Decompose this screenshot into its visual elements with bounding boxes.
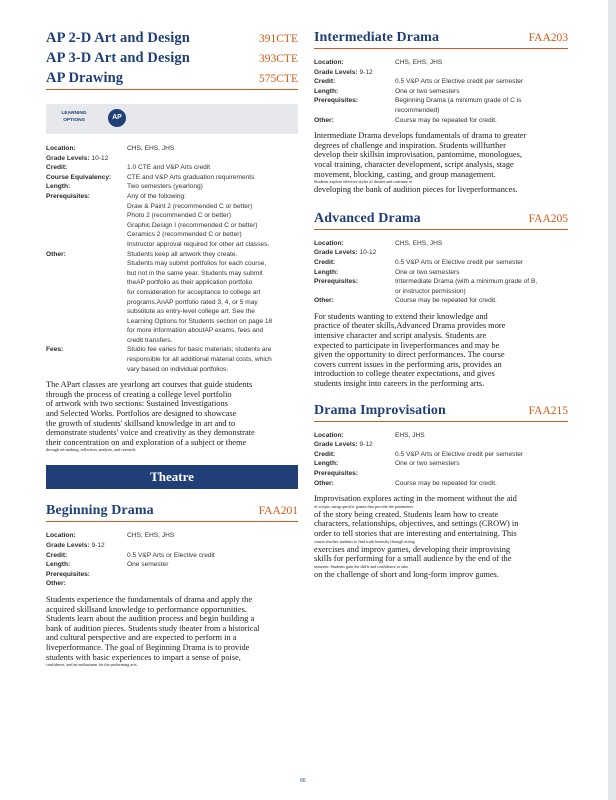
info-value: One or two semesters: [395, 268, 460, 276]
text-line: and cultural perspective and are expected to perform in a: [46, 633, 237, 643]
info-label: Prerequisites:: [314, 278, 358, 286]
text-line: for more information aboutAP exams, fees and: [127, 327, 264, 335]
info-other: [46, 250, 298, 346]
info-label: Location:: [46, 145, 76, 152]
info-label: Length:: [314, 87, 339, 95]
text-line: Students explore effective styles of theater and continue to: [314, 179, 413, 185]
info-credit: [314, 450, 568, 460]
info-label: Credit:: [46, 164, 68, 172]
page-edge-bar: [608, 0, 616, 800]
page-number: 66: [300, 778, 306, 784]
info-location: [46, 531, 298, 541]
course-code: FAA205: [528, 212, 568, 225]
text-line: their concentration on and exploration of a subject or theme: [46, 437, 247, 447]
info-value: Two semesters (yearlong): [127, 183, 203, 191]
text-line: develop their skillsin improvisation, pantomime, monologues,: [314, 150, 522, 160]
info-label: Location:: [314, 239, 344, 247]
text-line: responsible for all additional material costs, which: [127, 356, 272, 364]
ap-course-drawing: [46, 70, 298, 87]
learning-options-box: [46, 104, 298, 134]
course-title: Intermediate Drama: [314, 30, 440, 45]
info-label: Credit:: [314, 450, 336, 458]
text-line: course teaches students to find truth honestly through acting: [314, 538, 415, 544]
info-value: One or two semesters: [395, 460, 460, 468]
info-value: CHS, EHS, JHS: [127, 145, 175, 152]
text-line: vary based on individual portfolios.: [127, 365, 229, 373]
info-other: [314, 296, 568, 306]
text-line: confidence, and an enthusiasm for the performing arts.: [46, 662, 138, 668]
course-title: AP 2-D Art and Design: [46, 30, 190, 46]
info-length: [314, 459, 568, 469]
text-line: on the challenge of short and long-form improv games.: [314, 569, 499, 579]
text-line: exercises and improv games, developing their improvising: [314, 544, 511, 554]
info-value: Course may be repeated for credit.: [395, 479, 497, 487]
info-grade: [46, 541, 298, 551]
text-line: introduction to college theater expectations, and gives: [314, 369, 495, 379]
intermediate-info: [314, 58, 568, 125]
info-label: Prerequisites:: [314, 97, 358, 105]
info-grade: [314, 248, 568, 258]
course-title: Beginning Drama: [46, 503, 154, 519]
text-line: order to tell stories that are interesting and entertaining. This: [314, 528, 517, 538]
info-label: Grade Levels:: [314, 68, 358, 76]
text-line: acquired skillsand knowledge to performance opportunities.: [46, 604, 247, 614]
course-code: 575CTE: [259, 73, 298, 85]
text-line: semester. Students gain the skills and confidence to take: [314, 563, 409, 569]
course-code: FAA215: [528, 404, 568, 417]
info-value: One semester: [127, 561, 169, 569]
info-prerequisites: [314, 277, 568, 296]
info-length: [314, 87, 568, 97]
course-head: [46, 503, 298, 519]
text-line: through the process of creating a college level portfolio: [46, 389, 232, 399]
info-label: Length:: [46, 183, 71, 191]
text-line: Studio fee varies for basic materials; students are: [127, 346, 272, 354]
info-location: [314, 431, 568, 441]
info-label: Length:: [314, 268, 339, 276]
text-line: recommended): [395, 106, 440, 114]
info-value: 9-12: [359, 441, 373, 449]
info-value: [127, 250, 298, 346]
beginning-description: [46, 595, 298, 668]
text-line: Intermediate Drama (with a minimum grade of B,: [395, 278, 538, 286]
info-other: [46, 579, 298, 589]
info-other: [314, 116, 568, 126]
text-line: substitute as entry-level college art. See the: [127, 308, 255, 316]
advanced-description: [314, 312, 568, 389]
text-line: Improvisation explores acting in the moment without the aid: [314, 494, 517, 504]
info-credit: [314, 258, 568, 268]
text-line: Graphic Design I (recommended C or better): [127, 221, 258, 229]
text-line: Draw & Paint 2 (recommended C or better): [127, 202, 253, 210]
course-title: AP Drawing: [46, 70, 124, 86]
beginning-info: [46, 531, 298, 589]
info-credit: [314, 77, 568, 87]
info-label: Location:: [314, 59, 344, 66]
info-length: [46, 182, 298, 192]
text-line: students insight into careers in the performing arts.: [314, 379, 485, 389]
info-value: [127, 192, 298, 250]
text-line: The APart classes are yearlong art courses that guide students: [46, 380, 253, 390]
course-code: FAA203: [528, 32, 568, 44]
text-line: Any of the following:: [127, 192, 187, 200]
text-line: intensive character and script analysis. Students are: [314, 331, 487, 341]
info-label: Prerequisites:: [46, 192, 90, 200]
info-label: Other:: [46, 250, 66, 258]
info-value: 9-12: [359, 68, 373, 76]
course-code: FAA201: [258, 505, 298, 518]
info-value: [127, 345, 298, 374]
text-line: For students wanting to extend their knowledge and: [314, 311, 488, 321]
improv-info: [314, 431, 568, 489]
info-equivalency: [46, 173, 298, 183]
info-prerequisites: [46, 192, 298, 250]
info-value: 0.5 V&P Arts or Elective credit: [127, 551, 215, 559]
text-line: Instructor approval required for other art classes.: [127, 240, 270, 248]
improv-description: [314, 494, 568, 579]
info-grade: [314, 440, 568, 450]
course-head: [314, 30, 568, 46]
text-line: students with basic experiences to impart a sense of poise,: [46, 652, 241, 662]
text-line: Students keep all artwork they create.: [127, 250, 238, 258]
info-value: 0.5 V&P Arts or Elective credit per semester: [395, 258, 524, 266]
info-label: Length:: [46, 561, 71, 569]
course-title: AP 3-D Art and Design: [46, 50, 190, 66]
info-location: [314, 239, 568, 249]
info-value: CHS, EHS, JHS: [395, 239, 443, 247]
text-line: movement, blocking, casting, and group management.: [314, 169, 496, 179]
text-line: bank of audition pieces. Students study theater from a historical: [46, 623, 260, 633]
beginning-drama-block: [46, 503, 298, 668]
info-value: Course may be repeated for credit.: [395, 116, 497, 124]
info-label: Location:: [46, 532, 76, 540]
title-rule: [314, 229, 568, 230]
info-value: CHS, EHS, JHS: [395, 59, 443, 66]
info-label: Prerequisites:: [314, 470, 358, 477]
text-line: Beginning Drama (a minimum grade of C is: [395, 97, 522, 105]
text-line: covers current issues in the performing arts, provides an: [314, 359, 502, 369]
text-line: programs.AnAP portfolio rated 3, 4, or 5 may: [127, 298, 258, 306]
info-label: Fees:: [46, 346, 64, 354]
course-title: Advanced Drama: [314, 210, 421, 226]
info-label: Grade Levels:: [314, 441, 358, 449]
text-line: vocal training, character development, script analysis, stage: [314, 159, 514, 169]
right-column: [314, 30, 568, 579]
text-line: Students may submit portfolios for each course,: [127, 260, 267, 268]
title-rule: [314, 48, 568, 49]
course-code: 391CTE: [259, 33, 298, 45]
text-line: and Selected Works. Portfolios are designed to showcase: [46, 409, 237, 419]
text-line: through art-making, reflection, analysis, and research.: [46, 447, 137, 453]
label-line: LEARNING: [61, 111, 87, 116]
info-prerequisites: [314, 96, 568, 115]
ap-course-3d: [46, 50, 298, 67]
info-credit: [46, 551, 298, 561]
title-rule: [46, 89, 298, 90]
course-code: 393CTE: [259, 53, 298, 65]
advanced-drama-block: [314, 211, 568, 389]
info-label: Location:: [314, 431, 344, 439]
info-label: Grade Levels:: [46, 542, 90, 549]
title-rule: [314, 421, 568, 422]
info-label: Other:: [314, 479, 334, 487]
info-value: 0.5 V&P Arts or Elective credit per semester: [395, 78, 524, 86]
intermediate-drama-block: [314, 30, 568, 195]
label-line: OPTIONS: [63, 118, 85, 123]
text-line: of scripts, using specific games that provide the parameters: [314, 503, 414, 509]
section-title-theatre: Theatre: [46, 465, 298, 489]
info-credit: [46, 163, 298, 173]
info-location: [46, 144, 298, 154]
info-prerequisites: [46, 570, 298, 580]
ap-info-block: [46, 144, 298, 374]
text-line: demonstrate students' voice and creativity as they demonstrate: [46, 428, 255, 438]
info-label: Other:: [314, 297, 334, 305]
ap-description: [46, 380, 298, 453]
info-length: [314, 268, 568, 278]
info-label: Credit:: [314, 78, 336, 86]
text-line: of the story being created. Students learn how to create: [314, 509, 499, 519]
info-value: 10-12: [91, 154, 109, 162]
intermediate-description: [314, 131, 568, 195]
left-column: [46, 30, 298, 668]
text-line: developing the bank of audition pieces for liveperformances.: [314, 185, 518, 195]
info-label: Other:: [46, 580, 66, 588]
text-line: or instructor permission): [395, 287, 466, 295]
info-value: 10-12: [359, 249, 377, 257]
text-line: practice of theater skills,Advanced Drama provides more: [314, 321, 506, 331]
advanced-info: [314, 239, 568, 306]
text-line: theAP portfolio as their application portfolio: [127, 279, 253, 287]
learning-options-label: [54, 110, 94, 124]
info-value: Course may be repeated for credit.: [395, 297, 497, 305]
text-line: skills for performing for a small audience by the end of the: [314, 554, 512, 564]
text-line: Intermediate Drama develops fundamentals of drama to greater: [314, 131, 527, 141]
text-line: given the opportunity to direct performances. The course: [314, 350, 505, 360]
info-value: 1.0 CTE and V&P Arts credit: [127, 164, 211, 172]
info-fees: [46, 345, 298, 374]
text-line: Ceramics 2 (recommended C or better): [127, 231, 242, 239]
info-label: Credit:: [314, 258, 336, 266]
info-value: CTE and V&P Arts graduation requirements: [127, 173, 255, 181]
text-line: expected to participate in liveperformances and may be: [314, 340, 500, 350]
info-label: Prerequisites:: [46, 570, 90, 578]
text-line: liveperformance. The goal of Beginning Drama is to provide: [46, 642, 250, 652]
info-label: Course Equivalency:: [46, 173, 112, 181]
text-line: Photo 2 (recommended C or better): [127, 212, 232, 220]
info-value: [395, 277, 568, 296]
info-label: Grade Levels:: [46, 154, 90, 162]
ap-course-heads: [46, 30, 298, 90]
info-label: Grade Levels:: [314, 249, 358, 257]
text-line: of artwork with two sections: Sustained Investigations: [46, 399, 228, 409]
text-line: Students experience the fundamentals of drama and apply the: [46, 594, 253, 604]
info-other: [314, 479, 568, 489]
info-value: One or two semesters: [395, 87, 460, 95]
text-line: Students learn about the audition process and begin building a: [46, 614, 255, 624]
info-grade: [46, 154, 298, 164]
info-length: [46, 560, 298, 570]
course-title: Drama Improvisation: [314, 402, 446, 418]
info-value: EHS, JHS: [395, 431, 425, 439]
text-line: the growth of students' skillsand knowledge in art and to: [46, 418, 236, 428]
title-rule: [46, 521, 298, 522]
drama-improvisation-block: [314, 403, 568, 580]
info-label: Other:: [314, 116, 334, 124]
text-line: characters, relationships, objectives, and settings (CROW) in: [314, 519, 519, 529]
info-value: [395, 96, 568, 115]
info-prerequisites: [314, 469, 568, 479]
info-label: Credit:: [46, 551, 68, 559]
course-head: [314, 211, 568, 227]
info-value: 0.5 V&P Arts or Elective credit per semester: [395, 450, 524, 458]
text-line: credit transfers.: [127, 336, 173, 344]
text-line: but not in the same year. Students may submit: [127, 269, 263, 277]
info-value: CHS, EHS, JHS: [127, 532, 175, 540]
ap-course-2d: [46, 30, 298, 47]
info-location: [314, 58, 568, 68]
info-grade: [314, 68, 568, 78]
text-line: for consideration for acceptance to college art: [127, 288, 261, 296]
info-value: 9-12: [91, 542, 105, 549]
info-label: Length:: [314, 460, 339, 468]
text-line: Learning Options for Students section on page 18: [127, 317, 273, 325]
course-head: [314, 403, 568, 419]
text-line: degrees of challenge and inspiration. Students willfurther: [314, 140, 506, 150]
ap-badge-icon: AP: [108, 109, 126, 127]
